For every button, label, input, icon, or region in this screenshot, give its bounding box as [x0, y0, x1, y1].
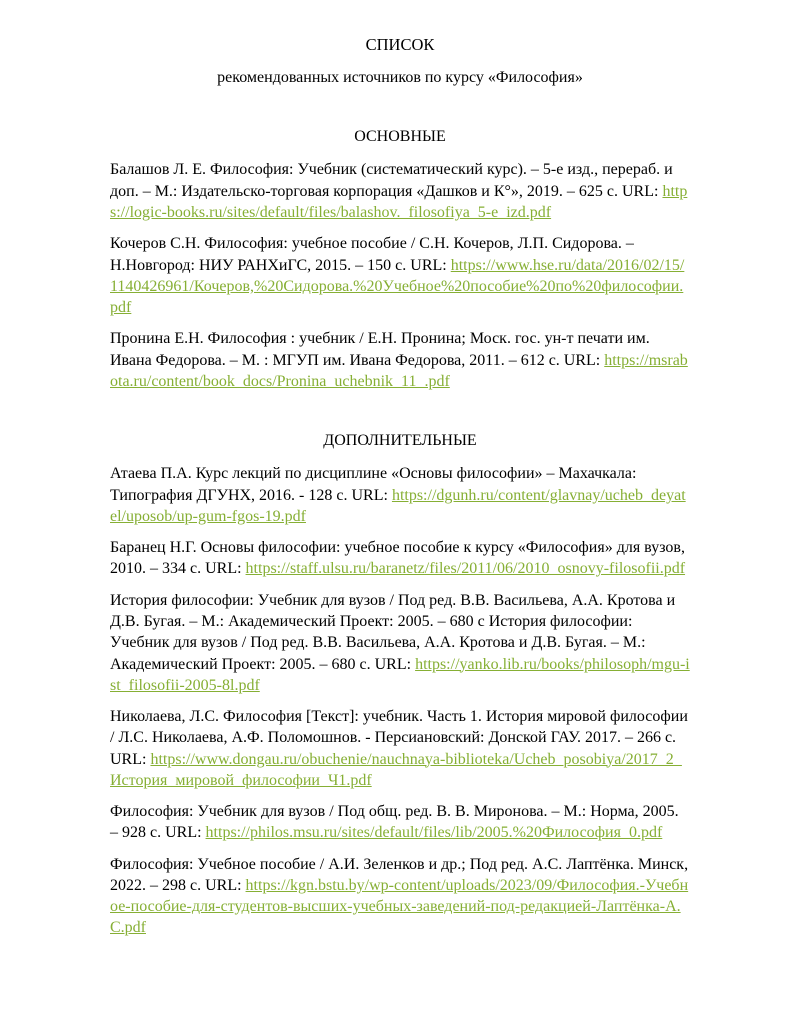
entry-citation-text: Философия: Учебник для вузов / Под общ. ред. В. В. Миронова. – М.: Норма, 2005. – 928 с. URL: [110, 803, 679, 842]
entry-url-link[interactable]: https://dgunh.ru/content/glavnay/ucheb_deyatel/uposob/up-gum-fgos-19.pdf [110, 486, 686, 525]
document-title: СПИСОК [365, 35, 435, 54]
entry-citation-text: Пронина Е.Н. Философия : учебник / Е.Н. Пронина; Моск. гос. ун-т печати им. Ивана Федорова. – М. : МГУП им. Ивана Федорова, 2011. – 612 с. URL: [110, 330, 650, 369]
bibliography-entry [110, 590, 690, 696]
bibliography-entry [110, 801, 690, 844]
entry-citation-text: Кочеров С.Н. Философия: учебное пособие / С.Н. Кочеров, Л.П. Сидорова. – Н.Новгород: НИУ РАНХиГС, 2015. – 150 с. URL: [110, 235, 634, 274]
entry-citation-text: Николаева, Л.С. Философия [Текст]: учебник. Часть 1. История мировой философии / Л.С. Николаева, А.Ф. Поломошнов. - Персиановский: Донской ГАУ. 2017. – 266 с. URL: [110, 708, 688, 768]
entry-citation-text: История философии: Учебник для вузов / Под ред. В.В. Васильева, А.А. Кротова и Д.В. Бугая. – М.: Академический Проект: 2005. – 680 с История философии: Учебник для вузов / Под ред. В.В. Васильева, А.А. Кротова и Д.В. Бугая. – М.: Академический Проект: 2005. – 680 с. URL: [110, 591, 676, 673]
entry-url-link[interactable]: https://www.dongau.ru/obuchenie/nauchnaya-biblioteka/Ucheb_posobiya/2017_2_История_мировой_философии_Ч1.pdf [110, 750, 682, 789]
entry-citation-text: Атаева П.А. Курс лекций по дисциплине «Основы философии» – Махачкала: Типография ДГУНХ, 2016. - 128 с. URL: [110, 465, 637, 504]
document-subtitle: рекомендованных источников по курсу «Философия» [217, 68, 583, 86]
entry-url-link[interactable]: https://philos.msu.ru/sites/default/files/lib/2005.%20Философия_0.pdf [205, 824, 663, 842]
entry-citation-text: Баранец Н.Г. Основы философии: учебное пособие к курсу «Философия» для вузов, 2010. – 334 с. URL: [110, 539, 685, 578]
bibliography-entry [110, 706, 690, 791]
entry-citation-text: Философия: Учебное пособие / А.И. Зеленков и др.; Под ред. А.С. Лаптёнка. Минск, 2022. – 298 с. URL: [110, 855, 689, 894]
bibliography-entry [110, 537, 690, 580]
bibliography-entry [110, 463, 690, 527]
entry-url-link[interactable]: https://www.hse.ru/data/2016/02/15/1140426961/Кочеров,%20Сидорова.%20Учебное%20пособие%20по%20философии.pdf [110, 256, 685, 317]
entry-url-link[interactable]: https://logic-books.ru/sites/default/files/balashov._filosofiya_5-e_izd.pdf [110, 182, 688, 221]
entry-url-link[interactable]: https://yanko.lib.ru/books/philosoph/mgu-ist_filosofii-2005-8l.pdf [110, 655, 690, 694]
bibliography-entry [110, 159, 690, 223]
entry-url-link[interactable]: https://kgn.bstu.by/wp-content/uploads/2023/09/Философия.-Учебное-пособие-для-студентов-высших-учебных-заведений-под-редакцией-Лаптёнка-А.С.pdf [110, 876, 689, 937]
section-heading-main: ОСНОВНЫЕ [354, 128, 446, 146]
entry-url-link[interactable]: https://msrabota.ru/content/book_docs/Pronina_uchebnik_11_.pdf [110, 351, 688, 390]
bibliography-entry [110, 233, 690, 318]
entry-url-link[interactable]: https://staff.ulsu.ru/baranetz/files/2011/06/2010_osnovy-filosofii.pdf [245, 560, 686, 578]
entry-citation-text: Балашов Л. Е. Философия: Учебник (систематический курс). – 5-е изд., перераб. и доп. – М.: Издательско-торговая корпорация «Дашков и К°», 2019. – 625 с. URL: [110, 161, 673, 200]
section-heading-additional: ДОПОЛНИТЕЛЬНЫЕ [323, 432, 477, 450]
bibliography-entry [110, 854, 690, 939]
bibliography-entry [110, 328, 690, 392]
